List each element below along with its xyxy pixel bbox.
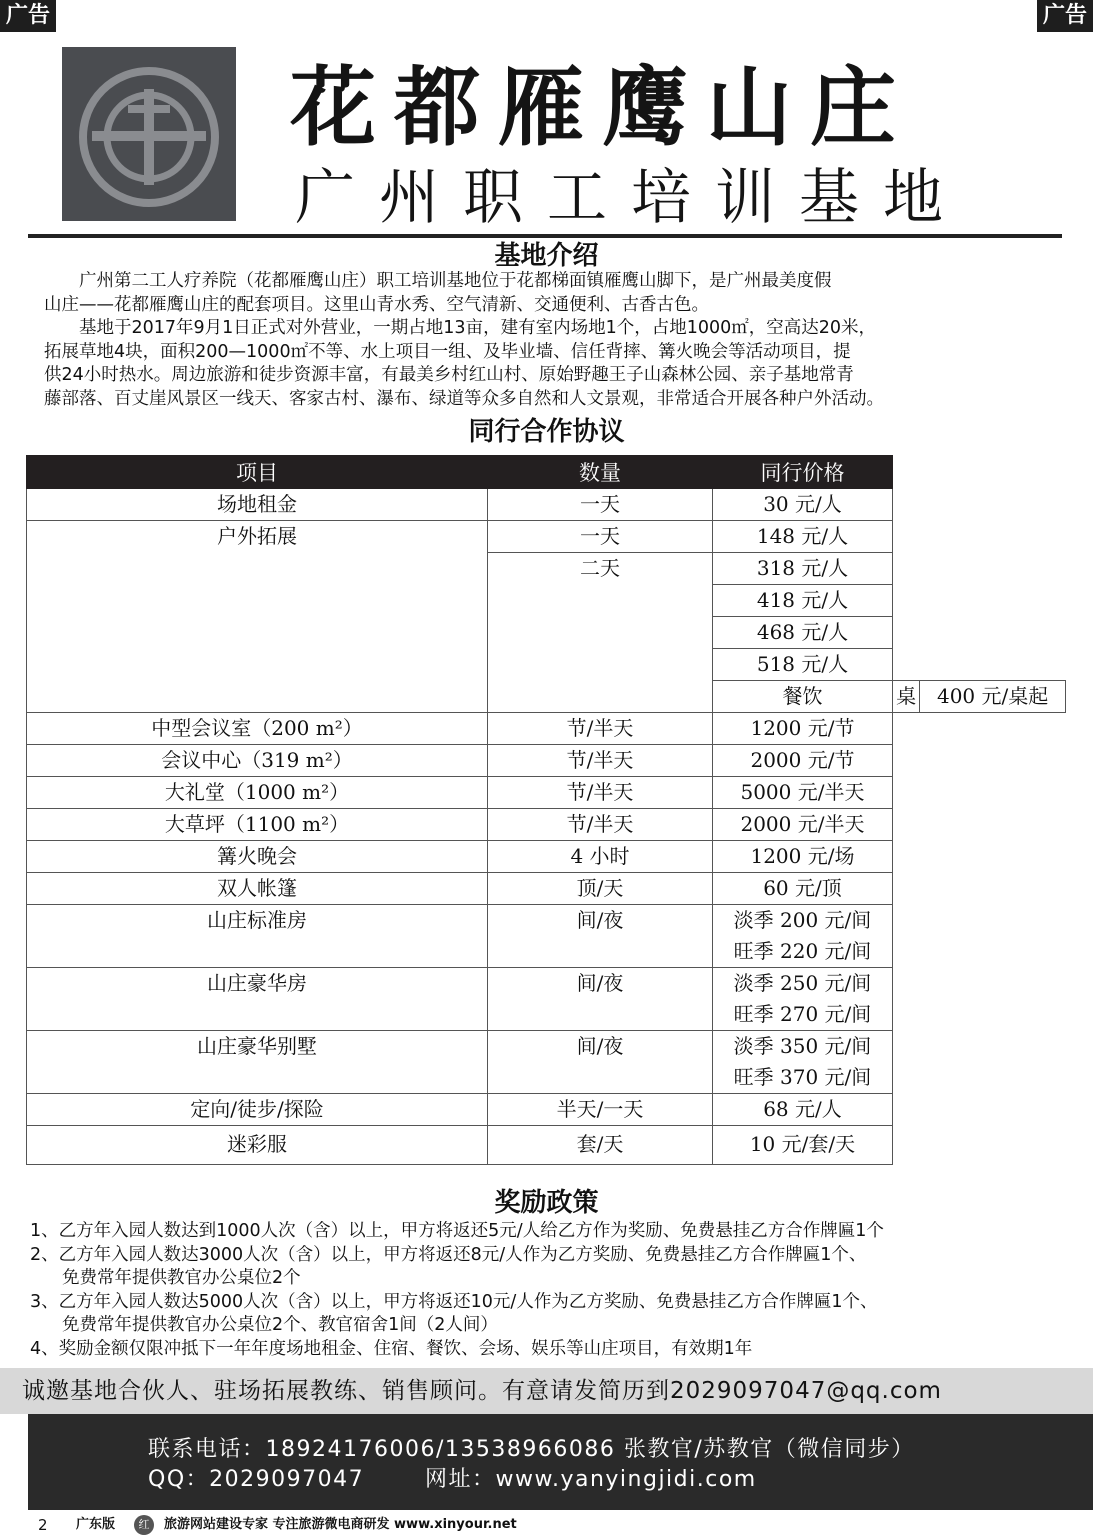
cell-price: 148 元/人 (713, 521, 893, 553)
cell-qty: 一天 (488, 489, 713, 521)
cell-price: 400 元/桌起 (920, 681, 1066, 713)
intro-line: 藤部落、百丈崖风景区一线天、客家古村、瀑布、绿道等众多自然和人文景观，非常适合开展各种户外活动。 (44, 388, 884, 409)
table-row (27, 745, 1066, 777)
table-header-row (27, 456, 1066, 489)
intro-line: 基地于2017年9月1日正式对外营业，一期占地13亩，建有室内场地1个，占地1000㎡，空高达20米， (44, 318, 877, 338)
table-row (27, 713, 1066, 745)
table-row (27, 1031, 1066, 1094)
table-row (27, 873, 1066, 905)
cell-item: 迷彩服 (27, 1126, 488, 1165)
cell-price: 30 元/人 (713, 489, 893, 521)
page-footer (0, 1512, 1093, 1538)
cell-qty: 4 小时 (488, 841, 713, 873)
bonus-heading: 奖励政策 (494, 1188, 599, 1218)
cell-price: 518 元/人 (713, 649, 893, 681)
cell-price: 10 元/套/天 (713, 1126, 893, 1165)
table-row (27, 1094, 1066, 1126)
header-divider (28, 234, 1062, 238)
cell-price: 468 元/人 (713, 617, 893, 649)
edition-label: 广东版 (76, 1517, 116, 1532)
cell-item: 双人帐篷 (27, 873, 488, 905)
contact-website: 网址：www.yanyingjidi.com (425, 1467, 757, 1492)
cell-qty: 间/夜 (488, 968, 713, 1031)
table-row (27, 809, 1066, 841)
table-row (27, 1126, 1066, 1165)
intro-line: 拓展草地4块，面积200—1000㎡不等、水上项目一组、及毕业墙、信任背摔、篝火晚会等活动项目，提 (44, 341, 851, 362)
cell-item: 山庄标准房 (27, 905, 488, 968)
ad-label-left: 广告 (0, 0, 56, 32)
union-logo (62, 47, 236, 221)
cell-price (713, 905, 893, 968)
table-row (27, 777, 1066, 809)
column-header-item: 项目 (27, 456, 488, 489)
price-high-season: 旺季 220 元/间 (733, 939, 872, 963)
intro-text (44, 270, 1092, 411)
column-header-price: 同行价格 (713, 456, 893, 489)
page-number: 2 (38, 1516, 48, 1534)
cell-price: 1200 元/节 (713, 713, 893, 745)
table-row (27, 968, 1066, 1031)
price-low-season: 淡季 350 元/间 (733, 1034, 872, 1058)
cell-qty: 二天 (488, 553, 713, 713)
cell-item: 篝火晚会 (27, 841, 488, 873)
table-row (27, 905, 1066, 968)
cell-item: 山庄豪华房 (27, 968, 488, 1031)
bonus-item-continued: 免费常年提供教官办公桌位2个、教官宿舍1间（2人间） (62, 1315, 498, 1336)
page-title: 花都雁鹰山庄 (290, 58, 914, 158)
ad-label-right: 广告 (1037, 0, 1093, 32)
cell-qty: 一天 (488, 521, 713, 553)
cell-price (713, 968, 893, 1031)
cell-price: 418 元/人 (713, 585, 893, 617)
bonus-item: 2、乙方年入园人数达3000人次（含）以上，甲方将返还8元/人作为乙方奖励、免费悬挂乙方合作牌匾1个、 (30, 1244, 867, 1265)
price-table (26, 455, 1066, 1165)
cell-qty: 节/半天 (488, 809, 713, 841)
intro-line: 供24小时热水。周边旅游和徒步资源丰富，有最美乡村红山村、原始野趣王子山森林公园、亲子基地常青 (44, 365, 854, 385)
cell-qty: 节/半天 (488, 713, 713, 745)
cell-price: 60 元/顶 (713, 873, 893, 905)
cell-qty: 节/半天 (488, 777, 713, 809)
intro-line: 广州第二工人疗养院（花都雁鹰山庄）职工培训基地位于花都梯面镇雁鹰山脚下，是广州最美度假 (44, 271, 832, 291)
column-header-qty: 数量 (488, 456, 713, 489)
cell-qty: 桌 (892, 681, 919, 713)
cell-item: 户外拓展 (27, 521, 488, 713)
contact-qq: QQ：2029097047 (148, 1467, 365, 1492)
cell-qty: 半天/一天 (488, 1094, 713, 1126)
cell-item: 中型会议室（200 m²） (27, 713, 488, 745)
table-row (27, 841, 1066, 873)
price-low-season: 淡季 200 元/间 (733, 908, 872, 932)
cell-item: 场地租金 (27, 489, 488, 521)
cell-qty: 间/夜 (488, 1031, 713, 1094)
cell-price: 5000 元/半天 (713, 777, 893, 809)
cell-qty: 节/半天 (488, 745, 713, 777)
cell-price: 1200 元/场 (713, 841, 893, 873)
footer-badge-icon: 红 (134, 1515, 154, 1535)
intro-heading: 基地介绍 (494, 241, 599, 271)
price-high-season: 旺季 370 元/间 (733, 1065, 872, 1089)
price-low-season: 淡季 250 元/间 (733, 971, 872, 995)
table-row (27, 489, 1066, 521)
page-subtitle: 广州职工培训基地 (295, 163, 967, 233)
bonus-item: 3、乙方年入园人数达5000人次（含）以上，甲方将返还10元/人作为乙方奖励、免费悬挂乙方合作牌匾1个、 (30, 1291, 878, 1312)
cell-item: 大草坪（1100 m²） (27, 809, 488, 841)
price-high-season: 旺季 270 元/间 (733, 1002, 872, 1026)
cell-item: 山庄豪华别墅 (27, 1031, 488, 1094)
union-emblem-icon (62, 47, 236, 221)
bonus-policy-list (30, 1220, 1090, 1362)
cell-price (713, 1031, 893, 1094)
cell-qty: 间/夜 (488, 905, 713, 968)
footer-slogan: 旅游网站建设专家 专注旅游微电商研发 www.xinyour.net (164, 1517, 517, 1532)
agreement-heading: 同行合作协议 (468, 417, 625, 447)
cell-price: 2000 元/半天 (713, 809, 893, 841)
bonus-item-continued: 免费常年提供教官办公桌位2个 (62, 1268, 301, 1289)
cell-item: 定向/徒步/探险 (27, 1094, 488, 1126)
cell-item: 会议中心（319 m²） (27, 745, 488, 777)
recruit-banner: 诚邀基地合伙人、驻场拓展教练、销售顾问。有意请发简历到2029097047@qq.com (0, 1368, 1093, 1414)
cell-qty: 顶/天 (488, 873, 713, 905)
cell-item: 大礼堂（1000 m²） (27, 777, 488, 809)
cell-price: 68 元/人 (713, 1094, 893, 1126)
bonus-item: 1、乙方年入园人数达到1000人次（含）以上，甲方将返还5元/人给乙方作为奖励、免费悬挂乙方合作牌匾1个 (30, 1221, 884, 1241)
cell-price: 318 元/人 (713, 553, 893, 585)
cell-item: 餐饮 (713, 681, 893, 713)
intro-line: 山庄——花都雁鹰山庄的配套项目。这里山青水秀、空气清新、交通便利、古香古色。 (44, 294, 709, 315)
contact-panel (28, 1414, 1093, 1510)
contact-phone: 联系电话：18924176006/13538966086 张教官/苏教官（微信同步） (148, 1437, 915, 1462)
bonus-item: 4、奖励金额仅限冲抵下一年年度场地租金、住宿、餐饮、会场、娱乐等山庄项目，有效期1年 (30, 1338, 753, 1359)
cell-price: 2000 元/节 (713, 745, 893, 777)
cell-qty: 套/天 (488, 1126, 713, 1165)
table-row (27, 521, 1066, 553)
